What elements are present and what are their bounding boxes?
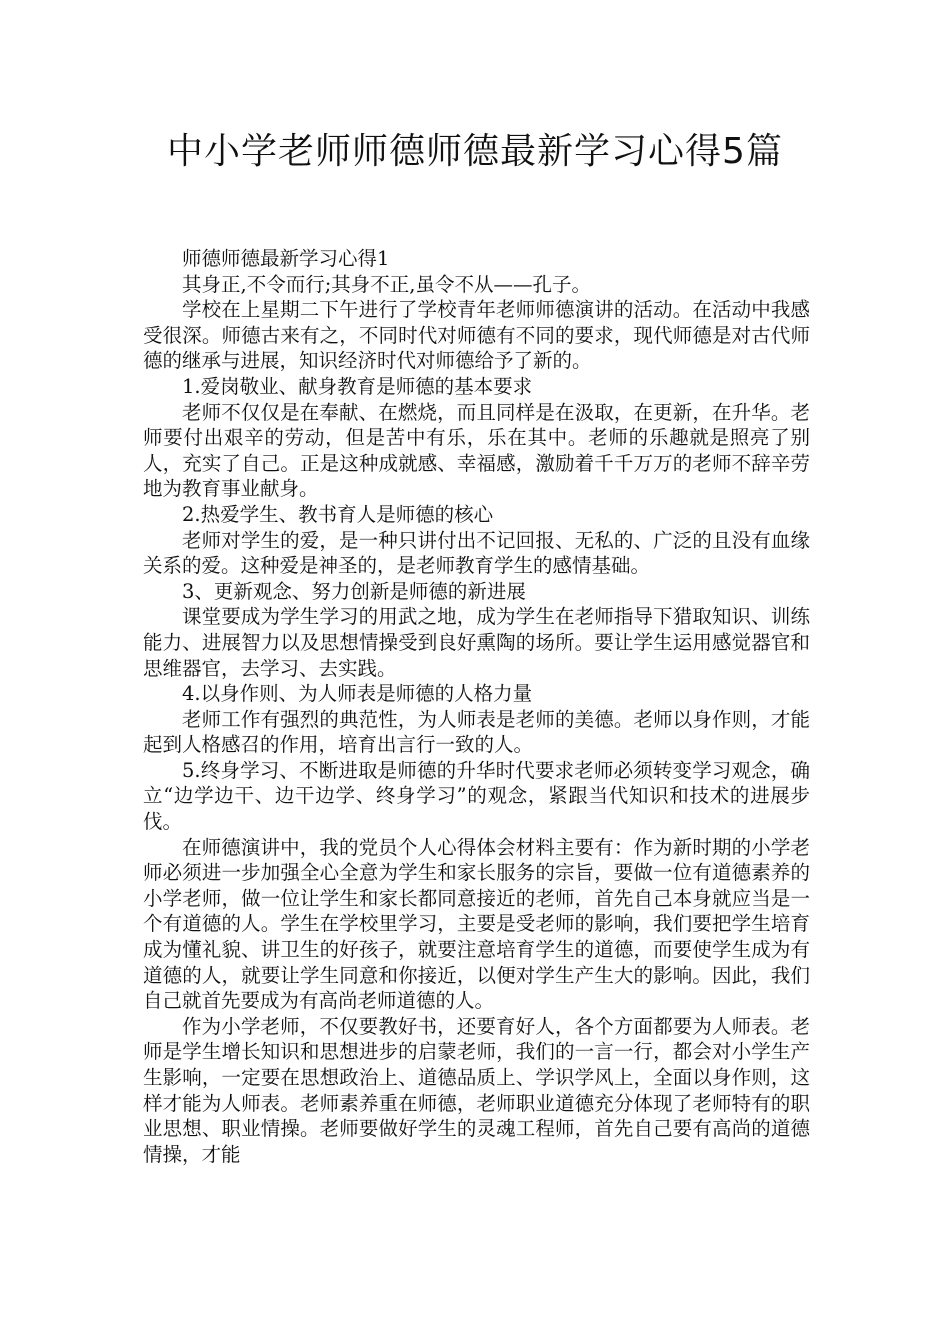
paragraph-point-4: 老师工作有强烈的典范性，为人师表是老师的美德。老师以身作则，才能起到人格感召的作用，培育出言行一致的人。	[143, 707, 810, 757]
document-body	[143, 246, 810, 1167]
paragraph-point-2: 老师对学生的爱，是一种只讲付出不记回报、无私的、广泛的且没有血缘关系的爱。这种爱是神圣的，是老师教育学生的感情基础。	[143, 528, 810, 578]
point-heading-1: 1.爱岗敬业、献身教育是师德的基本要求	[182, 374, 533, 398]
point-heading-3: 3、更新观念、努力创新是师德的新进展	[182, 579, 526, 603]
paragraph-role-model: 作为小学老师，不仅要教好书，还要育好人，各个方面都要为人师表。老师是学生增长知识和思想进步的启蒙老师，我们的一言一行，都会对小学生产生影响，一定要在思想政治上、道德品质上、学识学风上，全面以身作则，这样才能为人师表。老师素养重在师德，老师职业道德充分体现了老师特有的职业思想、职业情操。老师要做好学生的灵魂工程师，首先自己要有高尚的道德情操，才能	[143, 1014, 810, 1166]
paragraph-quote: 其身正,不令而行;其身不正,虽令不从——孔子。	[182, 272, 591, 296]
paragraph-point-3: 课堂要成为学生学习的用武之地，成为学生在老师指导下猎取知识、训练能力、进展智力以及思想情操受到良好熏陶的场所。要让学生运用感觉器官和思维器官，去学习、去实践。	[143, 605, 810, 680]
paragraph-point-1: 老师不仅仅是在奉献、在燃烧，而且同样是在汲取，在更新，在升华。老师要付出艰辛的劳动，但是苦中有乐，乐在其中。老师的乐趣就是照亮了别人，充实了自己。正是这种成就感、幸福感，激励着千千万万的老师不辞辛劳地为教育事业献身。	[143, 400, 810, 501]
paragraph-point-5: 5.终身学习、不断进取是师德的升华时代要求老师必须转变学习观念，确立“边学边干、边干边学、终身学习”的观念，紧跟当代知识和技术的进展步伐。	[143, 758, 810, 834]
point-heading-2: 2.热爱学生、教书育人是师德的核心	[182, 502, 494, 526]
point-heading-4: 4.以身作则、为人师表是师德的人格力量	[182, 682, 533, 706]
section-heading-1: 师德师德最新学习心得1	[182, 247, 390, 270]
paragraph-intro: 学校在上星期二下午进行了学校青年老师师德演讲的活动。在活动中我感受很深。师德古来有之，不同时代对师德有不同的要求，现代师德是对古代师德的继承与进展，知识经济时代对师德给予了新的。	[143, 298, 810, 373]
paragraph-speech: 在师德演讲中，我的党员个人心得体会材料主要有：作为新时期的小学老师必须进一步加强全心全意为学生和家长服务的宗旨，要做一位有道德素养的小学老师，做一位让学生和家长都同意接近的老师，首先自己本身就应当是一个有道德的人。学生在学校里学习，主要是受老师的影响，我们要把学生培育成为懂礼貌、讲卫生的好孩子，就要注意培育学生的道德，而要使学生成为有道德的人，就要让学生同意和你接近，以便对学生产生大的影响。因此，我们自己就首先要成为有高尚老师道德的人。	[143, 835, 810, 1013]
document-title: 中小学老师师德师德最新学习心得5篇	[167, 131, 783, 172]
